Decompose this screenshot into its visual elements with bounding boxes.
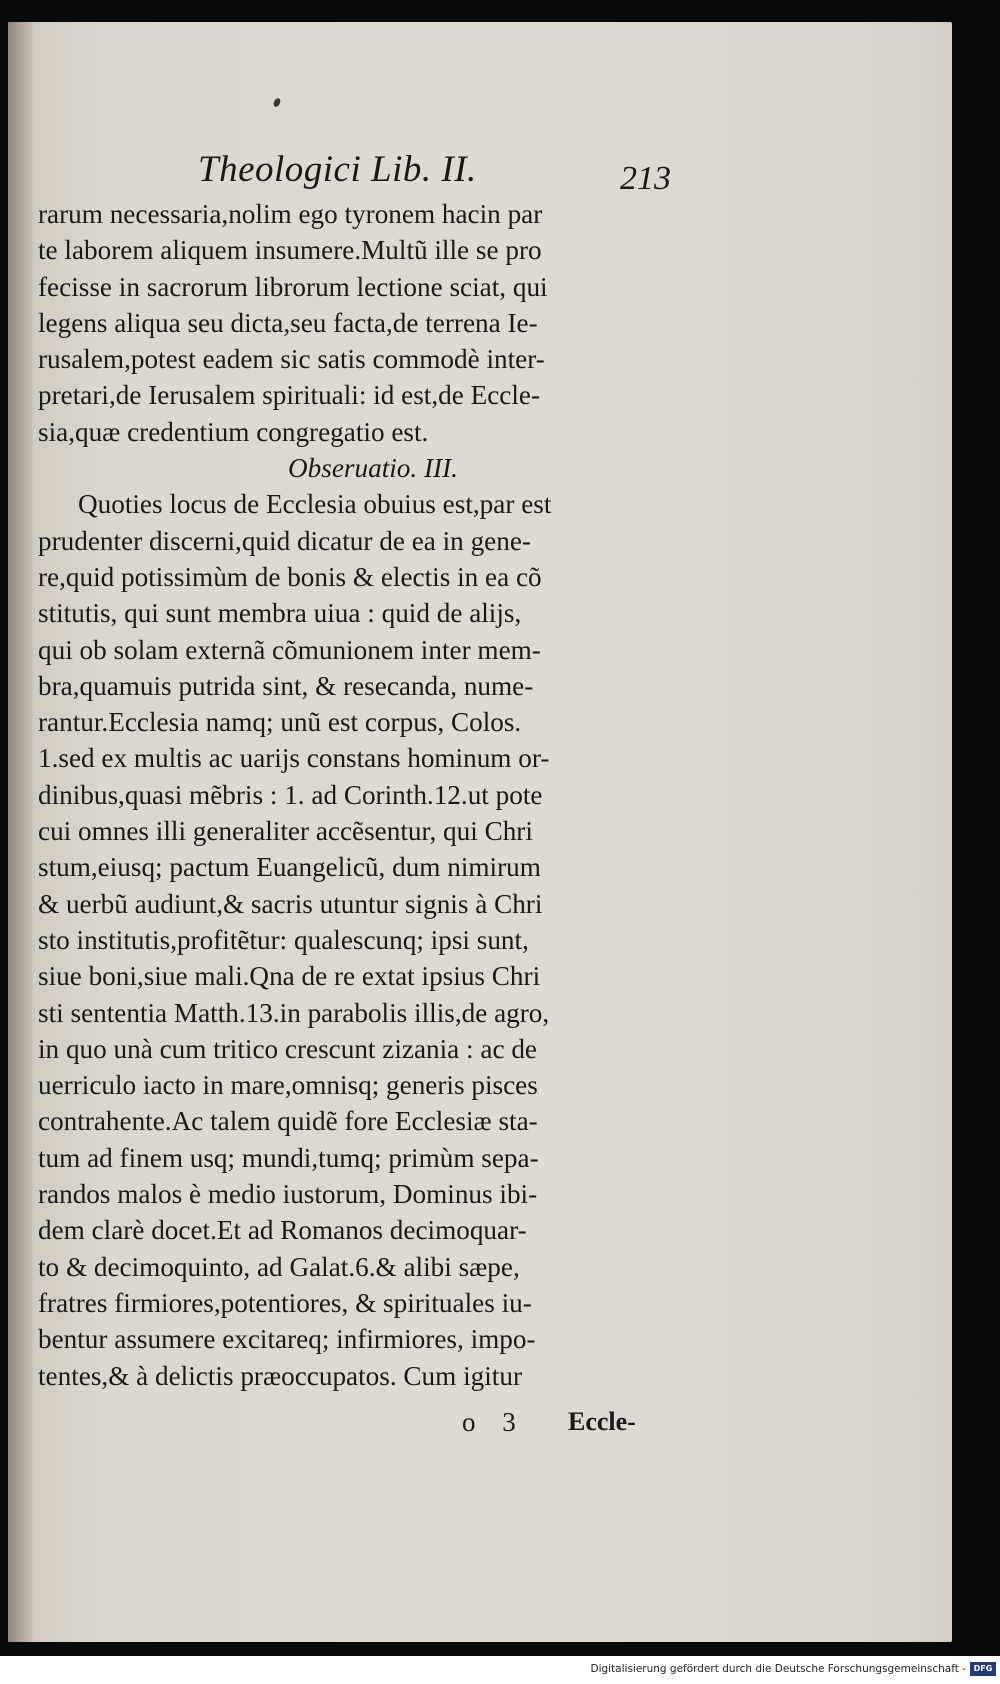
text-line: pretari,de Ierusalem spirituali: id est,de Eccle- (38, 380, 540, 411)
text-line: dem clarè docet.Et ad Romanos decimoquar- (38, 1215, 527, 1246)
signature-mark: o 3 (462, 1407, 526, 1437)
text-line: & uerbũ audiunt,& sacris utuntur signis à Chri (38, 888, 543, 919)
text-line: sti sententia Matth.13.in parabolis illis,de agro, (38, 997, 550, 1028)
text-line: legens aliqua seu dicta,seu facta,de terrena Ie- (38, 307, 538, 338)
text-line: randos malos è medio iustorum, Dominus ibi- (38, 1179, 538, 1210)
text-line: te laborem aliquem insumere.Multũ ille se pro (38, 235, 542, 266)
page-text (38, 196, 668, 1394)
text-line: rusalem,potest eadem sic satis commodè inter- (38, 344, 545, 375)
running-title: Theologici Lib. II. (198, 149, 477, 190)
text-line: rantur.Ecclesia namq; unũ est corpus, Colos. (38, 707, 522, 738)
text-line: sia,quæ credentium congregatio est. (38, 416, 429, 447)
text-line: contrahente.Ac talem quidẽ fore Ecclesiæ sta- (38, 1106, 538, 1137)
text-line: sto institutis,profitẽtur: qualescunq; ipsi sunt, (38, 924, 529, 955)
text-line: bra,quamuis putrida sint, & resecanda, nume- (38, 670, 534, 701)
catchword: Eccle- (568, 1407, 636, 1436)
page-footer (8, 1407, 952, 1447)
funding-credit: Digitalisierung gefördert durch die Deutsche Forschungsgemeinschaft - (590, 1663, 966, 1675)
section-heading: Obseruatio. III. (288, 453, 458, 484)
page-number: 213 (620, 160, 671, 197)
text-line: stitutis, qui sunt membra uiua : quid de alijs, (38, 598, 522, 629)
text-line: prudenter discerni,quid dicatur de ea in gene- (38, 525, 531, 556)
text-line: cui omnes illi generaliter accẽsentur, qui Chri (38, 816, 533, 847)
text-line: rarum necessaria,nolim ego tyronem hacin par (38, 199, 543, 229)
ink-speck (272, 97, 281, 108)
text-line: bentur assumere excitareq; infirmiores, impo- (38, 1324, 536, 1355)
text-line: qui ob solam externã cõmunionem inter mem- (38, 634, 541, 665)
page-header (8, 148, 952, 198)
text-line: tentes,& à delictis præoccupatos. Cum igitur (38, 1360, 522, 1391)
text-line: uerriculo iacto in mare,omnisq; generis pisces (38, 1070, 538, 1101)
text-line: stum,eiusq; pactum Euangelicũ, dum nimirum (38, 852, 541, 883)
text-line: re,quid potissimùm de bonis & electis in ea cõ (38, 561, 542, 592)
text-line: Quoties locus de Ecclesia obuius est,par est (78, 489, 552, 520)
text-line: fratres firmiores,potentiores, & spirituales iu- (38, 1287, 532, 1318)
text-line: 1.sed ex multis ac uarijs constans hominum or- (38, 743, 550, 774)
dfg-logo: DFG (970, 1662, 996, 1676)
page-gutter-shadow (8, 22, 34, 1642)
text-line: fecisse in sacrorum librorum lectione sciat, qui (38, 271, 548, 302)
book-page (8, 22, 952, 1642)
credit-bar (0, 1656, 1000, 1684)
text-line: to & decimoquinto, ad Galat.6.& alibi sæpe, (38, 1251, 520, 1282)
text-line: siue boni,siue mali.Qna de re extat ipsius Chri (38, 961, 541, 992)
text-line: dinibus,quasi mẽbris : 1. ad Corinth.12.ut pote (38, 779, 543, 810)
text-line: tum ad finem usq; mundi,tumq; primùm sepa- (38, 1142, 539, 1173)
text-line: in quo unà cum tritico crescunt zizania : ac de (38, 1033, 537, 1064)
